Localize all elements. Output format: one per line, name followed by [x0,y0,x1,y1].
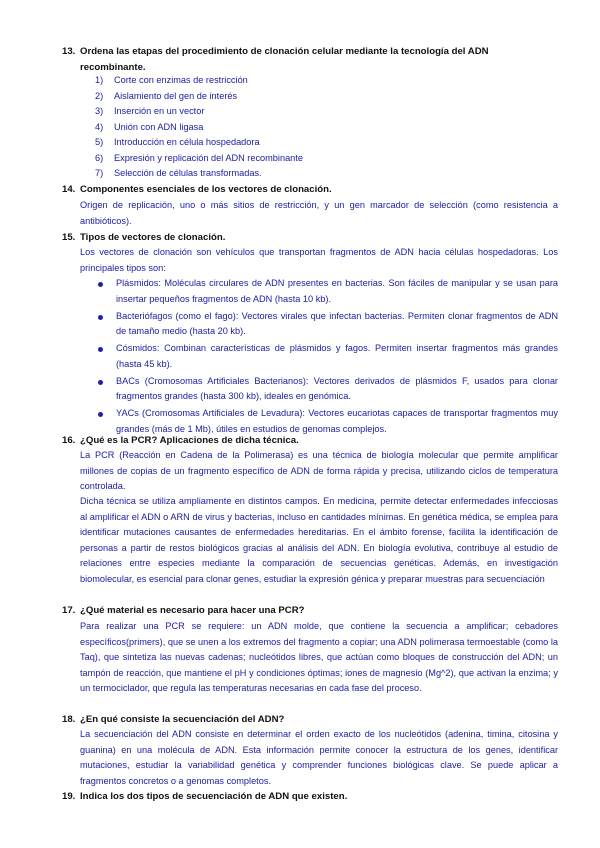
list-item: 7) Selección de células transformadas. [95,168,262,178]
list-item: 2) Aislamiento del gen de interés [95,90,238,101]
bullet-icon [98,282,103,287]
question-number: 15. [62,232,76,243]
question-title-continued: recombinante. [80,61,146,73]
list-item: YACs (Cromosomas Artificiales de Levadura): Vectores eucariotas capaces de transportar fragmentos muy grandes (más de 1 Mb), útiles en estudios de genomas complejos. [96,406,558,437]
list-item: 1) Corte con enzimas de restricción [95,75,248,85]
question-title: ¿Qué es la PCR? Aplicaciones de dicha técnica. [80,435,299,446]
question-15 [62,230,562,246]
list-item: Bacteriófagos (como el fago): Vectores virales que infectan bacterias. Permiten clonar fragmentos de ADN de tamaño medio (hasta 20 kb). [96,309,558,340]
answer-17: Para realizar una PCR se requiere: un ADN molde, que contiene la secuencia a amplificar; cebadores específicos(primers), que se unen a los extremos del fragmento a copiar; una ADN polimerasa termoestable (como la Taq), que sintetiza las nuevas cadenas; nucleótidos libres, que actúan como bloques de construcción del ADN; un tampón de reacción, que mantiene el pH y condiciones óptimas; iones de magnesio (Mg^2), que activan la enzima; y un termociclador, que regula las temperaturas necesarias en cada fase del proceso. [80,621,558,693]
list-item: 6) Expresión y replicación del ADN recombinante [95,152,303,163]
question-title: Componentes esenciales de los vectores de clonación. [80,184,332,195]
question-14 [62,182,562,198]
question-number: 17. [62,605,76,616]
list-item: BACs (Cromosomas Artificiales Bacterianos): Vectores derivados de plásmidos F, usados para clonar fragmentos grandes (hasta 300 kb), ideales en genómica. [96,374,558,405]
vector-types-list [96,276,558,439]
question-18 [62,712,562,728]
answer-15-intro: Los vectores de clonación son vehículos que transportan fragmentos de ADN hacia células hospedadoras. Los principales tipos son: [80,247,558,273]
question-19 [62,789,562,805]
question-17 [62,603,562,619]
cloning-steps-list [95,73,303,182]
answer-16-definition: La PCR (Reacción en Cadena de la Polimerasa) es una técnica de biología molecular que permite amplificar millones de copias de un fragmento específico de ADN de forma rápida y precisa, utilizando ciclos de temperatura controlada. [80,450,558,491]
question-16 [62,433,562,449]
list-item: 5) Introducción en célula hospedadora [95,137,260,147]
question-number: 16. [62,435,76,446]
bullet-icon [98,412,103,417]
list-item: Plásmidos: Moléculas circulares de ADN presentes en bacterias. Son fáciles de manipular y se usan para insertar pequeños fragmentos de ADN (hasta 10 kb). [96,276,558,307]
list-item: Cósmidos: Combinan características de plásmidos y fagos. Permiten insertar fragmentos más grandes (hasta 45 kb). [96,341,558,372]
bullet-icon [98,347,103,352]
question-title: ¿En qué consiste la secuenciación del ADN? [80,714,285,725]
answer-14: Origen de replicación, uno o más sitios de restricción, y un gen marcador de selección (como resistencia a antibióticos). [80,200,558,226]
question-title: Tipos de vectores de clonación. [80,232,226,243]
question-number: 18. [62,714,76,725]
question-title: Ordena las etapas del procedimiento de clonación celular mediante la tecnología del ADN [80,46,489,57]
bullet-icon [98,380,103,385]
question-number: 19. [62,791,76,802]
question-number: 13. [62,46,76,57]
answer-16-applications: Dicha técnica se utiliza ampliamente en distintos campos. En medicina, permite detectar enfermedades infecciosas al amplificar el ADN o ARN de virus y bacterias, incluso en cantidades mínimas. En genética médica, se emplea para identificar mutaciones causantes de enfermedades hereditarias. En el ámbito forense, facilita la identificación de personas a partir de restos biológicos gracias al análisis del ADN. En biología evolutiva, contribuye al estudio de relaciones entre especies mediante la comparación de secuencias genéticas. Además, en investigación biomolecular, es esencial para clonar genes, estudiar la expresión génica y preparar muestras para secuenciación [80,496,558,584]
question-13 [62,44,562,75]
question-title: Indica los dos tipos de secuenciación de ADN que existen. [80,791,348,802]
question-number: 14. [62,184,76,195]
list-item: 4) Unión con ADN ligasa [95,121,204,132]
question-title: ¿Qué material es necesario para hacer una PCR? [80,605,305,616]
bullet-icon [98,315,103,320]
answer-18: La secuenciación del ADN consiste en determinar el orden exacto de los nucleótidos (adenina, timina, citosina y guanina) en una molécula de ADN. Esta información permite conocer la estructura de los genes, identificar mutaciones, estudiar la variabilidad genética y comprender funciones biológicas clave. Se puede aplicar a fragmentos concretos o a genomas completos. [80,729,558,786]
list-item: 3) Inserción en un vector [95,106,205,116]
